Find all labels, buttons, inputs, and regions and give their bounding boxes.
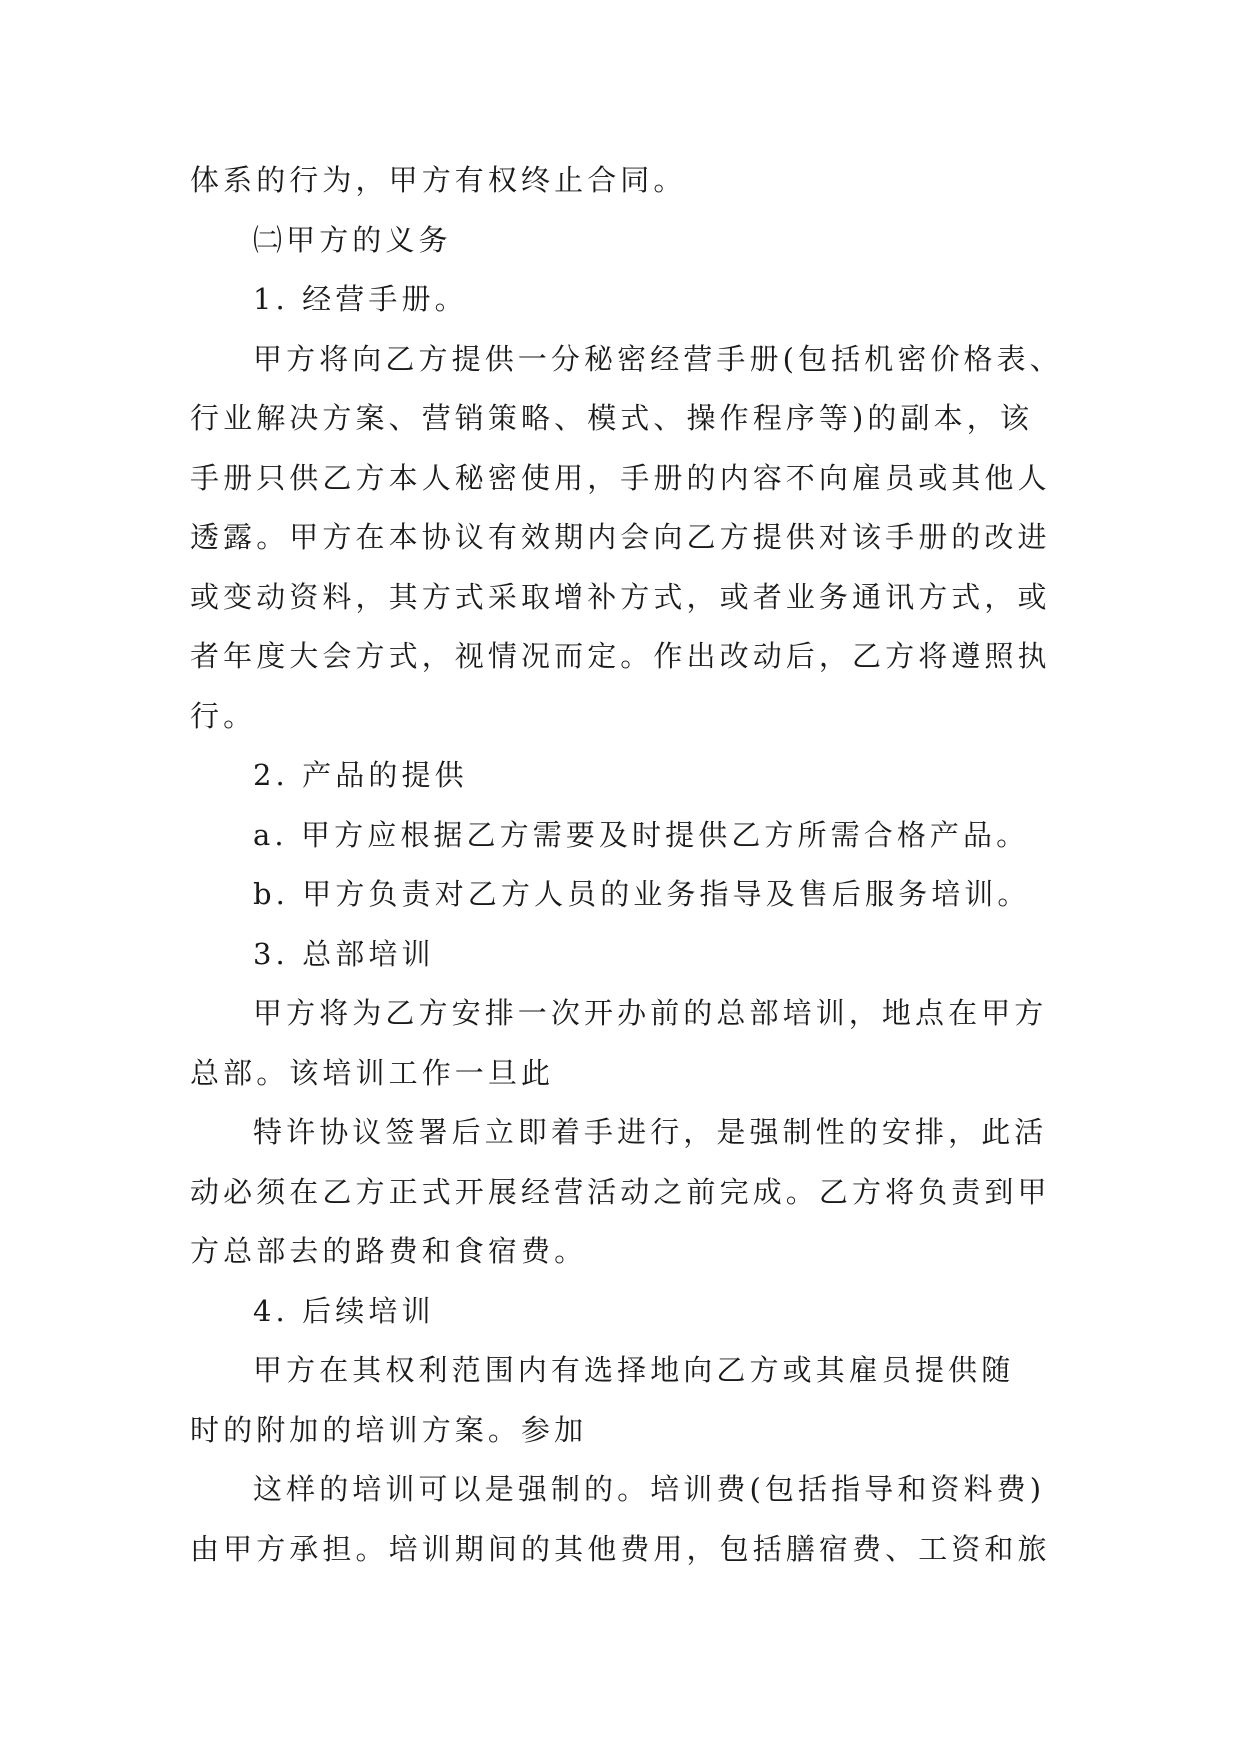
document-line: 3. 总部培训 — [253, 936, 435, 971]
document-line: 体系的行为，甲方有权终止合同。 — [190, 163, 687, 197]
document-line: 行业解决方案、营销策略、模式、操作程序等)的副本，该 — [190, 401, 1033, 435]
document-line: a. 甲方应根据乙方需要及时提供乙方所需合格产品。 — [253, 817, 1030, 852]
document-line: 方总部去的路费和食宿费。 — [190, 1234, 588, 1268]
document-line: 甲方将为乙方安排一次开办前的总部培训，地点在甲方 — [253, 996, 1048, 1030]
document-line: 2. 产品的提供 — [253, 758, 468, 792]
document-line: ㈡甲方的义务 — [253, 222, 452, 257]
document-line: 行。 — [190, 698, 257, 733]
document-line: 透露。甲方在本协议有效期内会向乙方提供对该手册的改进 — [190, 520, 1051, 554]
document-line: 总部。该培训工作一旦此 — [190, 1055, 555, 1090]
document-line: 1. 经营手册。 — [253, 282, 468, 316]
document-line: 者年度大会方式，视情况而定。作出改动后，乙方将遵照执 — [190, 639, 1051, 673]
document-line: 由甲方承担。培训期间的其他费用，包括膳宿费、工资和旅 — [190, 1531, 1051, 1566]
document-line: 甲方在其权利范围内有选择地向乙方或其雇员提供随 — [253, 1353, 1015, 1387]
document-line: 特许协议签署后立即着手进行，是强制性的安排，此活 — [253, 1115, 1048, 1149]
document-line: 这样的培训可以是强制的。培训费(包括指导和资料费) — [253, 1472, 1046, 1506]
document-line: 或变动资料，其方式采取增补方式，或者业务通讯方式，或 — [190, 579, 1051, 614]
document-line: 动必须在乙方正式开展经营活动之前完成。乙方将负责到甲 — [190, 1174, 1051, 1209]
document-line: 甲方将向乙方提供一分秘密经营手册(包括机密价格表、 — [253, 341, 1063, 376]
document-line: b. 甲方负责对乙方人员的业务指导及售后服务培训。 — [253, 877, 1031, 911]
document-line: 手册只供乙方本人秘密使用，手册的内容不向雇员或其他人 — [190, 460, 1051, 495]
document-line: 4. 后续培训 — [253, 1293, 435, 1328]
document-line: 时的附加的培训方案。参加 — [190, 1412, 588, 1447]
